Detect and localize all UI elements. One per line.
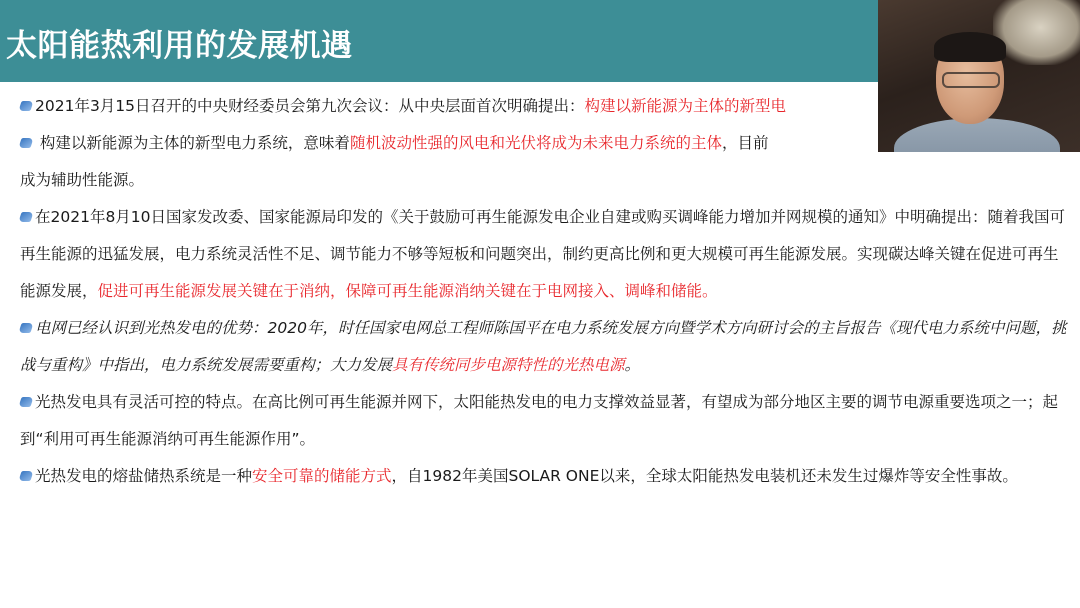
highlighted-text: 促进可再生能源发展关键在于消纳，保障可再生能源消纳关键在于电网接入、调峰和储能。 xyxy=(97,282,718,300)
paragraph-text: 2021年3月15日召开的中央财经委员会第九次会议：从中央层面首次明确提出： xyxy=(35,97,585,115)
highlighted-text: 具有传统同步电源特性的光热电源 xyxy=(392,356,625,374)
bullet-icon xyxy=(18,397,33,407)
paragraph-5 xyxy=(20,384,1068,458)
bullet-icon xyxy=(18,323,33,333)
presenter-glasses xyxy=(942,72,1000,88)
paragraph-text-continued: 成为辅助性能源。 xyxy=(20,171,145,189)
highlighted-text: 随机波动性强的风电和光伏将成为未来电力系统的主体 xyxy=(349,134,722,152)
paragraph-text: 构建以新能源为主体的新型电力系统，意味着 xyxy=(35,134,350,152)
bullet-icon xyxy=(18,101,33,111)
paragraph-text: 光热发电具有灵活可控的特点。在高比例可再生能源并网下，太阳能热发电的电力支撑效益显著，有望成为部分地区主要的调节电源重要选项之一；起到“利用可再生能源消纳可再生能源作用”。 xyxy=(20,393,1059,448)
paragraph-text-tail: 。 xyxy=(624,356,641,374)
paragraph-text-tail: ，自1982年美国SOLAR ONE以来，全球太阳能热发电装机还未发生过爆炸等安全性事故。 xyxy=(391,467,1018,485)
paragraph-text: 在2021年8月10日国家发改委、国家能源局印发的《关于鼓励可再生能源发电企业自建或购买调峰能力增加并网规模的通知》中明确提出：随着我国可再生能源的迅猛发展，电力系统灵活性不足、调节能力不够等短板和问题突出，制约更高比例和更大规模可再生能源发展。实现碳达峰关键在促进可再生能源发展， xyxy=(20,208,1066,300)
paragraph-text-tail: ，目前 xyxy=(721,134,769,152)
paragraph-3 xyxy=(20,199,1068,310)
paragraph-6 xyxy=(20,458,1068,495)
bullet-icon xyxy=(18,471,33,481)
highlighted-text: 构建以新能源为主体的新型电 xyxy=(584,97,787,115)
presenter-webcam xyxy=(878,0,1080,152)
presenter-hair xyxy=(934,32,1006,62)
bullet-icon xyxy=(18,212,33,222)
paragraph-4 xyxy=(20,310,1068,384)
paragraph-text: 光热发电的熔盐储热系统是一种 xyxy=(35,467,253,485)
highlighted-text: 安全可靠的储能方式 xyxy=(252,467,392,485)
bullet-icon xyxy=(18,138,33,148)
paragraph-text: 电网已经认识到光热发电的优势：2020年，时任国家电网总工程师陈国平在电力系统发展方向暨学术方向研讨会的主旨报告《现代电力系统中问题，挑战与重构》中指出，电力系统发展需要重构；大力发展 xyxy=(20,319,1067,374)
lamp-light xyxy=(993,0,1080,65)
slide-title: 太阳能热利用的发展机遇 xyxy=(6,28,353,64)
